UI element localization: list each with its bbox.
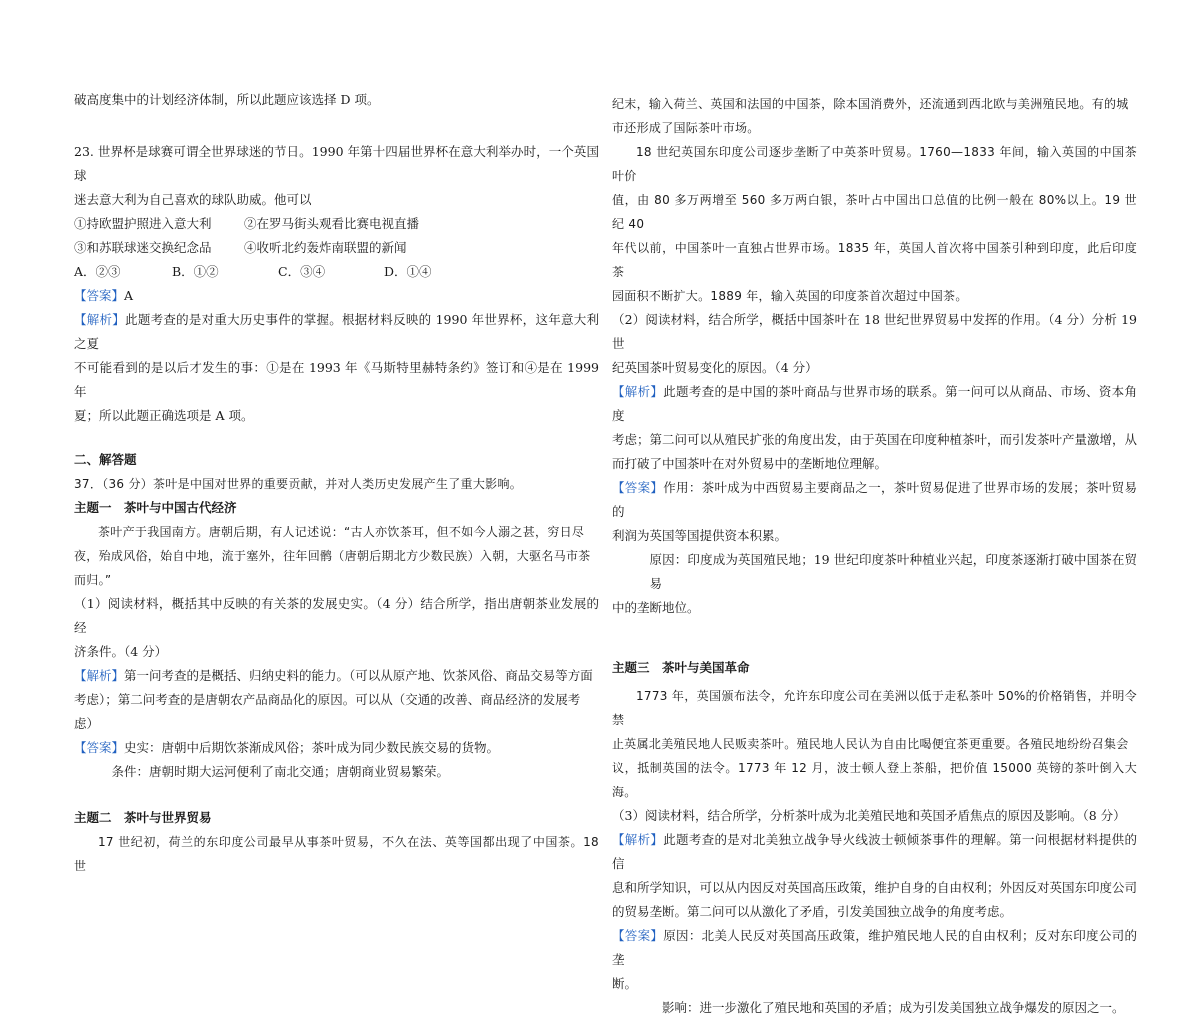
answer-text: A [124, 288, 134, 303]
answer-text: 作用：茶叶成为中西贸易主要商品之一，茶叶贸易促进了世界市场的发展；茶叶贸易的 [612, 480, 1137, 519]
right-column [612, 0, 1137, 1020]
material-text: 议，抵制英国的法令。1773 年 12 月，波士顿人登上茶船，把价值 15000 英镑的茶叶倒入大海。 [612, 761, 1137, 799]
material-text: 夜，殆成风俗，始自中地，流于塞外，往年回鹘（唐朝后期北方少数民族）入朝，大驱名马市茶 [74, 549, 591, 563]
material-text: 园面积不断扩大。1889 年，输入英国的印度茶首次超过中国茶。 [612, 289, 968, 303]
left-column [74, 0, 599, 878]
analysis-text: 考虑；第二问可以从殖民扩张的角度出发，由于英国在印度种植茶叶，而引发茶叶产量激增，从 [612, 432, 1138, 447]
answer-tag: 【答案】 [612, 480, 664, 495]
analysis [74, 664, 599, 688]
sub-question: 纪英国茶叶贸易变化的原因。（4 分） [612, 360, 818, 375]
sub-question: （3）阅读材料，结合所学，分析茶叶成为北美殖民地和英国矛盾焦点的原因及影响。（8 分） [612, 808, 1126, 823]
question-stem: 23. 世界杯是球赛可谓全世界球迷的节日。1990 年第十四届世界杯在意大利举办时，一个英国球 [74, 144, 599, 183]
analysis [612, 828, 1137, 876]
material-text: 1773 年，英国颁布法令，允许东印度公司在美洲以低于走私茶叶 50%的价格销售，并明令禁 [612, 689, 1137, 727]
sub-question: 济条件。（4 分） [74, 644, 168, 659]
answer-tag: 【答案】 [74, 740, 125, 755]
analysis-text: 此题考查的是对北美独立战争导火线波士顿倾茶事件的理解。第一问根据材料提供的信 [612, 832, 1137, 871]
choice-d: D．①④ [384, 264, 432, 279]
answer-text: 史实：唐朝中后期饮茶渐成风俗；茶叶成为同少数民族交易的货物。 [124, 740, 500, 755]
section-heading: 二、解答题 [74, 452, 137, 467]
answer-text: 影响：进一步激化了殖民地和英国的矛盾；成为引发美国独立战争爆发的原因之一。 [662, 1000, 1125, 1015]
analysis-tag: 【解析】 [74, 312, 126, 327]
material-text: 而归。” [74, 573, 112, 587]
material-text: 值，由 80 多万两增至 560 多万两白银，茶叶占中国出口总值的比例一般在 80%以上。19 世纪 40 [612, 193, 1137, 231]
material-text: 17 世纪初，荷兰的东印度公司最早从事茶叶贸易，不久在法、英等国都出现了中国茶。18 世 [74, 835, 599, 873]
statement: ①持欧盟护照进入意大利 [74, 216, 212, 231]
sub-question: （1）阅读材料，概括其中反映的有关茶的发展史实。（4 分）结合所学，指出唐朝茶业发展的经 [74, 596, 599, 635]
answer [74, 284, 599, 308]
answer [612, 924, 1137, 972]
answer-text: 断。 [612, 976, 638, 991]
statement: ④收听北约轰炸南联盟的新闻 [244, 240, 407, 255]
analysis-text: 考虑）；第二问考查的是唐朝农产品商品化的原因。可以从（交通的改善、商品经济的发展考 [74, 692, 581, 707]
question-23 [74, 140, 599, 428]
statement: ③和苏联球迷交换纪念品 [74, 240, 212, 255]
text-line: 破高度集中的计划经济体制，所以此题应该选择 D 项。 [74, 92, 380, 107]
statement-row [74, 212, 599, 236]
question-stem: 迷去意大利为自己喜欢的球队助威。他可以 [74, 192, 312, 207]
analysis-tag: 【解析】 [612, 832, 664, 847]
analysis-text: 夏；所以此题正确选项是 A 项。 [74, 408, 254, 423]
analysis-tag: 【解析】 [612, 384, 664, 399]
answer [612, 476, 1137, 524]
material-text: 茶叶产于我国南方。唐朝后期，有人记述说：“古人亦饮茶耳，但不如今人溺之甚，穷日尽 [98, 525, 585, 539]
answer-text: 原因：印度成为英国殖民地；19 世纪印度茶叶种植业兴起，印度茶逐渐打破中国茶在贸易 [649, 552, 1137, 591]
material-text: 市还形成了国际茶叶市场。 [612, 121, 760, 135]
material-text: 18 世纪英国东印度公司逐步垄断了中英茶叶贸易。1760—1833 年间，输入英国的中国茶叶价 [612, 145, 1137, 183]
material-text: 年代以前，中国茶叶一直独占世界市场。1835 年，英国人首次将中国茶引种到印度，此后印度茶 [612, 241, 1137, 279]
answer-text: 中的垄断地位。 [612, 600, 700, 615]
material-text: 纪末，输入荷兰、英国和法国的中国茶，除本国消费外，还流通到西北欧与美洲殖民地。有的城 [612, 97, 1129, 111]
answer-text: 利润为英国等国提供资本积累。 [612, 528, 788, 543]
answer-text: 条件：唐朝时期大运河便利了南北交通；唐朝商业贸易繁荣。 [111, 764, 450, 779]
theme-title: 主题一 茶叶与中国古代经济 [74, 500, 237, 515]
theme-title: 主题二 茶叶与世界贸易 [74, 810, 212, 825]
choice-c: C．③④ [278, 264, 326, 279]
answer-text: 原因：北美人民反对英国高压政策，维护殖民地人民的自由权利；反对东印度公司的垄 [612, 928, 1137, 967]
choice-b: B．①② [172, 264, 219, 279]
analysis [612, 380, 1137, 428]
statement-row [74, 236, 599, 260]
analysis-text: 不可能看到的是以后才发生的事：①是在 1993 年《马斯特里赫特条约》签订和④是在 1999 年 [74, 360, 599, 399]
sub-question: （2）阅读材料，结合所学，概括中国茶叶在 18 世纪世界贸易中发挥的作用。（4 分）分析 19 世 [612, 312, 1137, 351]
analysis-text: 而打破了中国茶叶在对外贸易中的垄断地位理解。 [612, 456, 888, 471]
analysis-text: 虑） [74, 716, 100, 731]
theme-title: 主题三 茶叶与美国革命 [612, 660, 750, 675]
statement: ②在罗马街头观看比赛电视直播 [244, 216, 420, 231]
choice-a: A．②③ [74, 264, 121, 279]
answer [74, 736, 599, 760]
analysis-text: 息和所学知识，可以从内因反对英国高压政策，维护自身的自由权利；外因反对英国东印度公司 [612, 880, 1138, 895]
analysis-text: 第一问考查的是概括、归纳史料的能力。（可以从原产地、饮茶风俗、商品交易等方面 [124, 668, 593, 683]
analysis-text: 此题考查的是对重大历史事件的掌握。根据材料反映的 1990 年世界杯，这年意大利之夏 [74, 312, 599, 351]
question-37: 37．（36 分）茶叶是中国对世界的重要贡献，并对人类历史发展产生了重大影响。 [74, 477, 523, 491]
answer-tag: 【答案】 [74, 288, 125, 303]
choice-row [74, 260, 599, 284]
analysis-text: 的贸易垄断。第二问可以从激化了矛盾，引发美国独立战争的角度考虑。 [612, 904, 1013, 919]
analysis-tag: 【解析】 [74, 668, 125, 683]
answer-tag: 【答案】 [612, 928, 664, 943]
analysis-text: 此题考查的是中国的茶叶商品与世界市场的联系。第一问可以从商品、市场、资本角度 [612, 384, 1137, 423]
analysis [74, 308, 599, 356]
material-text: 止英属北美殖民地人民贩卖茶叶。殖民地人民认为自由比喝便宜茶更重要。各殖民地纷纷召集会 [612, 737, 1129, 751]
